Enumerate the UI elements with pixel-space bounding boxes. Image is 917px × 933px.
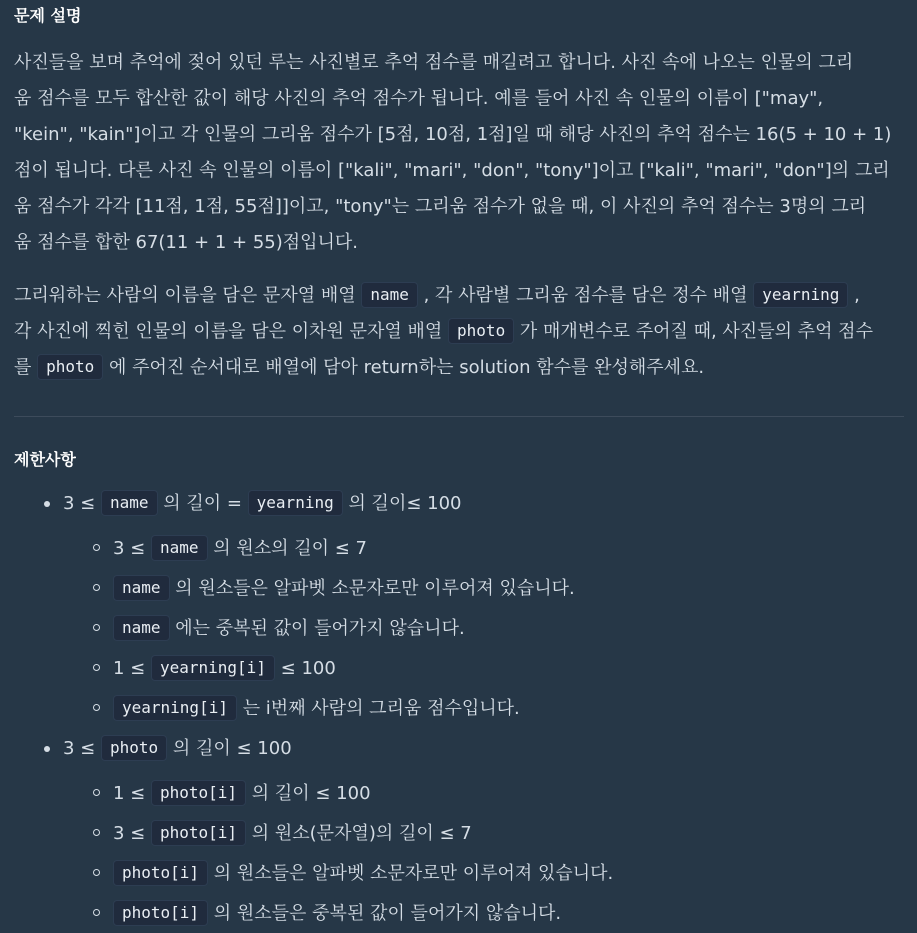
section-divider xyxy=(14,416,904,417)
text: 의 길이 ≤ 100 xyxy=(246,783,371,804)
constraint-subitem xyxy=(113,655,336,682)
text: , 각 사람별 그리움 점수를 담은 정수 배열 xyxy=(417,285,754,306)
text: 1 ≤ xyxy=(113,658,151,679)
text: 3 ≤ xyxy=(113,823,151,844)
text: 는 i번째 사람의 그리움 점수입니다. xyxy=(236,698,520,719)
circle-bullet-icon xyxy=(93,664,100,671)
text: , xyxy=(848,285,860,306)
text: 의 길이 ≤ 100 xyxy=(167,738,292,759)
constraint-subitem xyxy=(113,820,472,847)
inline-code-yearning-i: yearning[i] xyxy=(151,655,275,681)
constraint-subitem xyxy=(113,575,575,602)
inline-code-name: name xyxy=(113,615,170,641)
text: 3 ≤ xyxy=(63,738,101,759)
circle-bullet-icon xyxy=(93,909,100,916)
circle-bullet-icon xyxy=(93,584,100,591)
inline-code-photo-i: photo[i] xyxy=(151,820,246,846)
description-paragraph-1 xyxy=(14,45,906,261)
inline-code-photo: photo xyxy=(448,318,514,344)
text: 3 ≤ xyxy=(63,493,101,514)
text: 에는 중복된 값이 들어가지 않습니다. xyxy=(169,618,465,639)
description-line: 움 점수가 각각 [11점, 1점, 55점]]이고, "tony"는 그리움 점수가 없을 때, 이 사진의 추억 점수는 3명의 그리 xyxy=(14,196,867,217)
text: 의 길이 = xyxy=(157,493,248,514)
inline-code-photo-i: photo[i] xyxy=(113,860,208,886)
circle-bullet-icon xyxy=(93,544,100,551)
constraint-item xyxy=(63,735,292,762)
bullet-icon xyxy=(44,501,50,507)
inline-code-photo: photo xyxy=(37,354,103,380)
text: 에 주어진 순서대로 배열에 담아 return하는 solution 함수를 완성해주세요. xyxy=(103,357,705,378)
text: 그리워하는 사람의 이름을 담은 문자열 배열 xyxy=(14,285,362,306)
text: 1 ≤ xyxy=(113,783,151,804)
inline-code-photo-i: photo[i] xyxy=(151,780,246,806)
text: 각 사진에 찍힌 인물의 이름을 담은 이차원 문자열 배열 xyxy=(14,321,449,342)
text: 의 원소들은 알파벳 소문자로만 이루어져 있습니다. xyxy=(169,578,575,599)
inline-code-photo-i: photo[i] xyxy=(113,900,208,926)
inline-code-name: name xyxy=(361,282,418,308)
description-paragraph-2 xyxy=(14,278,906,386)
inline-code-yearning-i: yearning[i] xyxy=(113,695,237,721)
constraint-subitem xyxy=(113,860,613,887)
text: 를 xyxy=(14,357,38,378)
circle-bullet-icon xyxy=(93,829,100,836)
description-line: 움 점수를 합한 67(11 + 1 + 55)점입니다. xyxy=(14,232,359,253)
text: 의 원소의 길이 ≤ 7 xyxy=(207,538,367,559)
bullet-icon xyxy=(44,746,50,752)
constraint-item xyxy=(63,490,462,517)
section-title-constraints: 제한사항 xyxy=(14,450,76,469)
constraint-subitem xyxy=(113,780,371,807)
description-line xyxy=(14,314,906,350)
text: 의 원소들은 알파벳 소문자로만 이루어져 있습니다. xyxy=(208,863,614,884)
inline-code-yearning: yearning xyxy=(753,282,848,308)
description-line: "kein", "kain"]이고 각 인물의 그리움 점수가 [5점, 10점, 1점]일 때 해당 사진의 추억 점수는 16(5 + 10 + 1) xyxy=(14,124,892,145)
text: 의 원소들은 중복된 값이 들어가지 않습니다. xyxy=(208,903,562,924)
text: 가 매개변수로 주어질 때, 사진들의 추억 점수 xyxy=(514,321,873,342)
description-line: 움 점수를 모두 합산한 값이 해당 사진의 추억 점수가 됩니다. 예를 들어 사진 속 인물의 이름이 ["may", xyxy=(14,88,824,109)
inline-code-yearning: yearning xyxy=(248,490,343,516)
description-line xyxy=(14,278,906,314)
inline-code-name: name xyxy=(151,535,208,561)
circle-bullet-icon xyxy=(93,704,100,711)
section-title-description: 문제 설명 xyxy=(14,6,82,25)
text: 의 원소(문자열)의 길이 ≤ 7 xyxy=(246,823,472,844)
constraint-subitem xyxy=(113,535,367,562)
circle-bullet-icon xyxy=(93,789,100,796)
inline-code-name: name xyxy=(101,490,158,516)
circle-bullet-icon xyxy=(93,624,100,631)
constraint-subitem xyxy=(113,900,561,927)
description-line: 점이 됩니다. 다른 사진 속 인물의 이름이 ["kali", "mari", "don", "tony"]이고 ["kali", "mari", "don"]의 그리 xyxy=(14,160,890,181)
description-line: 사진들을 보며 추억에 젖어 있던 루는 사진별로 추억 점수를 매길려고 합니다. 사진 속에 나오는 인물의 그리 xyxy=(14,52,854,73)
inline-code-photo: photo xyxy=(101,735,167,761)
constraint-subitem xyxy=(113,695,520,722)
constraint-subitem xyxy=(113,615,465,642)
inline-code-name: name xyxy=(113,575,170,601)
circle-bullet-icon xyxy=(93,869,100,876)
description-line xyxy=(14,350,906,386)
text: 의 길이≤ 100 xyxy=(342,493,462,514)
text: ≤ 100 xyxy=(274,658,336,679)
text: 3 ≤ xyxy=(113,538,151,559)
